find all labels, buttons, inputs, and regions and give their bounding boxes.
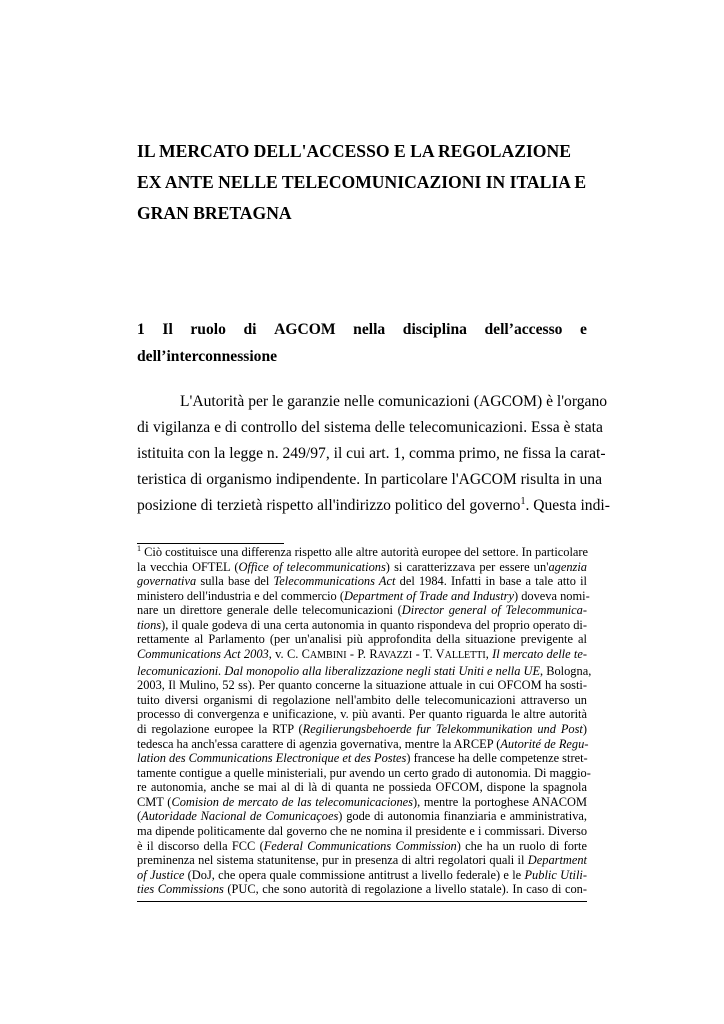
footnote-line — [137, 693, 587, 708]
footnote-text: , — [485, 647, 493, 662]
footnote-line — [137, 795, 587, 810]
footnote-text: , Bologna, — [540, 663, 592, 678]
footnote-text: sulla base del — [196, 574, 274, 589]
footnote-text: - T. V — [412, 647, 445, 662]
title-line: EX ANTE NELLE TELECOMUNICAZIONI IN ITALIA E — [137, 172, 587, 192]
body-paragraph — [137, 389, 610, 519]
footnote-line — [137, 765, 591, 781]
footnote-number: 1 — [137, 543, 141, 553]
footnote-italic-text: Autorité de Regu- — [500, 736, 589, 751]
footnote-italic-text: lecomunicazioni. Dal monopolio alla liberalizzazione negli stati Uniti e nella UE — [137, 663, 541, 678]
footnote-italic-text: tions — [137, 617, 162, 632]
body-line: di vigilanza e di controllo del sistema delle telecomunicazioni. Essa è stata — [137, 419, 603, 436]
body-line-text: . Questa indi- — [525, 497, 610, 514]
footnote-smallcaps-text: ALLETTI — [444, 650, 486, 662]
footnote-italic-text: Department — [527, 853, 587, 868]
footnote-line — [137, 868, 587, 883]
footnote-italic-text: Autoridade Nacional de Comunicaçoes — [141, 809, 339, 824]
section-heading-word: AGCOM — [274, 321, 336, 338]
footnote-text: Ciò costituisce una differenza rispetto alle altre autorità europee del settore. In particolare — [144, 545, 589, 559]
footnote-italic-text: Comision de mercato de las telecomunicaciones — [171, 794, 413, 809]
footnote-text: ma dipende politicamente dal governo che ne nomina il presidente e i commissari. Diverso — [137, 823, 588, 838]
footnote-text: nare un direttore generale delle telecomunicazioni ( — [137, 603, 402, 618]
footnote-line — [137, 545, 587, 560]
body-line-text: posizione di terzietà rispetto all'indirizzo politico del governo — [137, 497, 521, 514]
footnote-text: , v. C. C — [268, 647, 310, 662]
footnote-text: ) francese ha delle competenze stret- — [406, 751, 588, 766]
section-heading-word: di — [243, 321, 257, 338]
footnote-text: è il discorso della FCC ( — [137, 838, 264, 853]
footnote-text: ( — [137, 809, 142, 824]
footnote-text: ) doveva nomi- — [514, 588, 590, 603]
footnote-text: (DoJ, che opera quale commissione antitrust a livello federale) e le — [184, 867, 525, 882]
footnote-line — [137, 663, 592, 679]
footnote-italic-text: ties Commissions — [137, 882, 224, 897]
footnote-text: tedesca ha anch'essa carattere di agenzia governativa, mentre la ARCEP ( — [137, 736, 501, 751]
document-title — [137, 136, 597, 229]
footnote-text: - P. R — [346, 647, 378, 662]
footnote-text: CMT ( — [137, 794, 172, 809]
footnote-line — [137, 574, 587, 589]
footnote-line — [137, 678, 587, 693]
footnote-text: ministero dell'industria e del commercio ( — [137, 588, 344, 603]
section-heading-word: e — [580, 321, 587, 338]
section-heading — [137, 316, 587, 370]
body-line: teristica di organismo indipendente. In particolare l'AGCOM risulta in una — [137, 471, 603, 488]
footnote-text: 2003, Il Mulino, 52 ss). Per quanto concerne la situazione attuale in cui OFCOM ha sosti- — [137, 678, 587, 693]
footnote-text: tuito diversi organismi di regolazione nell'ambito delle telecomunicazioni attraverso un — [137, 692, 587, 707]
footnote-line — [137, 647, 587, 664]
footnote-italic-text: Department of Trade and Industry — [343, 588, 514, 603]
footnote-line — [137, 560, 587, 575]
footnote-text: re autonomia, anche se mai al di là di quanta ne possieda OFCOM, dispone la spagnola — [137, 780, 587, 795]
footnote-italic-text: Communications Act 2003 — [137, 647, 269, 662]
footnote-italic-text: Office of telecommunications — [238, 559, 386, 574]
footnote-line — [137, 707, 587, 722]
footnote-smallcaps-text: AMBINI — [309, 650, 347, 662]
footnote-line — [137, 632, 587, 647]
footnote-italic-text: agenzia — [548, 559, 587, 574]
footnote-line — [137, 839, 587, 854]
footnote-separator — [137, 543, 284, 544]
section-heading-word: Il — [162, 321, 173, 338]
footnote-line — [137, 824, 587, 839]
footnote-italic-text: of Justice — [137, 867, 185, 882]
footnote-italic-text: Public Utili- — [524, 867, 587, 882]
footnote-italic-text: Federal Communications Commission — [263, 838, 457, 853]
footnote-italic-text: Il mercato delle te- — [492, 647, 587, 662]
footnote-text: di regolazione europee la RTP ( — [137, 721, 303, 736]
section-heading-word: disciplina — [402, 321, 467, 338]
section-heading-line — [137, 316, 587, 343]
section-heading-word: 1 — [137, 321, 145, 338]
footnote-italic-text: Director general of Telecommunica- — [401, 603, 587, 618]
footnote-line — [137, 722, 587, 737]
footnote-text: processo di convergenza e unificazione, v. più avanti. Per quanto riguarda le altre autorità — [137, 707, 587, 722]
footnote-line — [137, 737, 587, 752]
section-heading-word: nella — [353, 321, 386, 338]
footnote-italic-text: governativa — [137, 574, 197, 589]
footnote-text: ) gode di autonomia finanziaria e amministrativa, — [338, 809, 587, 824]
footnote-line — [137, 588, 590, 604]
section-heading-word: ruolo — [190, 321, 226, 338]
title-line: IL MERCATO DELL'ACCESSO E LA REGOLAZIONE — [137, 141, 571, 161]
body-line: L'Autorità per le garanzie nelle comunicazioni (AGCOM) è l'organo — [180, 393, 608, 410]
footnote-line — [137, 618, 587, 633]
footnote-text: ) che ha un ruolo di forte — [456, 838, 587, 853]
body-line — [137, 493, 610, 519]
body-line: istituita con la legge n. 249/97, il cui art. 1, comma primo, ne fissa la carat- — [137, 445, 606, 462]
page-bottom-rule — [137, 901, 587, 902]
footnote-text: tamente contigue a quelle ministeriali, pur avendo un certo grado di autonomia. Di maggio- — [137, 765, 591, 780]
footnote-italic-text: lation des Communications Electronique et des Postes — [137, 751, 407, 766]
footnote-line — [137, 882, 587, 897]
footnote-text: la vecchia OFTEL ( — [137, 559, 239, 574]
footnote-text: ), il quale godeva di una certa autonomia in quanto rispondeva del proprio operato di- — [161, 617, 587, 632]
footnote-text: ), mentre la portoghese ANACOM — [413, 794, 588, 809]
section-heading-line: dell’interconnessione — [137, 348, 278, 365]
footnote-line — [137, 603, 587, 618]
footnote-reference[interactable]: 1 — [520, 495, 526, 507]
footnote-text: del 1984. Infatti in base a tale atto il — [395, 574, 587, 589]
footnote-smallcaps-text: AVAZZI — [377, 650, 413, 662]
footnote-line — [137, 780, 587, 795]
footnote-text: preminenza nel sistema statunitense, pur in presenza di altri regolatori quali il — [137, 853, 528, 868]
footnote-line — [137, 853, 587, 868]
footnote-italic-text: Telecommunications Act — [273, 574, 396, 589]
footnote — [137, 543, 592, 897]
footnote-italic-text: Regilierungsbehoerde fur Telekommunikation und Post — [302, 721, 583, 736]
footnote-text: rettamente al Parlamento (per un'analisi più approfondita della situazione previgente al — [137, 632, 587, 647]
footnote-text: (PUC, che sono autorità di regolazione a livello statale). In caso di con- — [223, 882, 587, 897]
footnote-line — [137, 809, 587, 824]
footnote-text: ) si caratterizzava per essere un' — [385, 559, 549, 574]
title-line: GRAN BRETAGNA — [137, 203, 292, 223]
footnote-text: ) — [582, 721, 587, 736]
footnote-line — [137, 751, 587, 766]
section-heading-word: dell’accesso — [484, 321, 563, 338]
